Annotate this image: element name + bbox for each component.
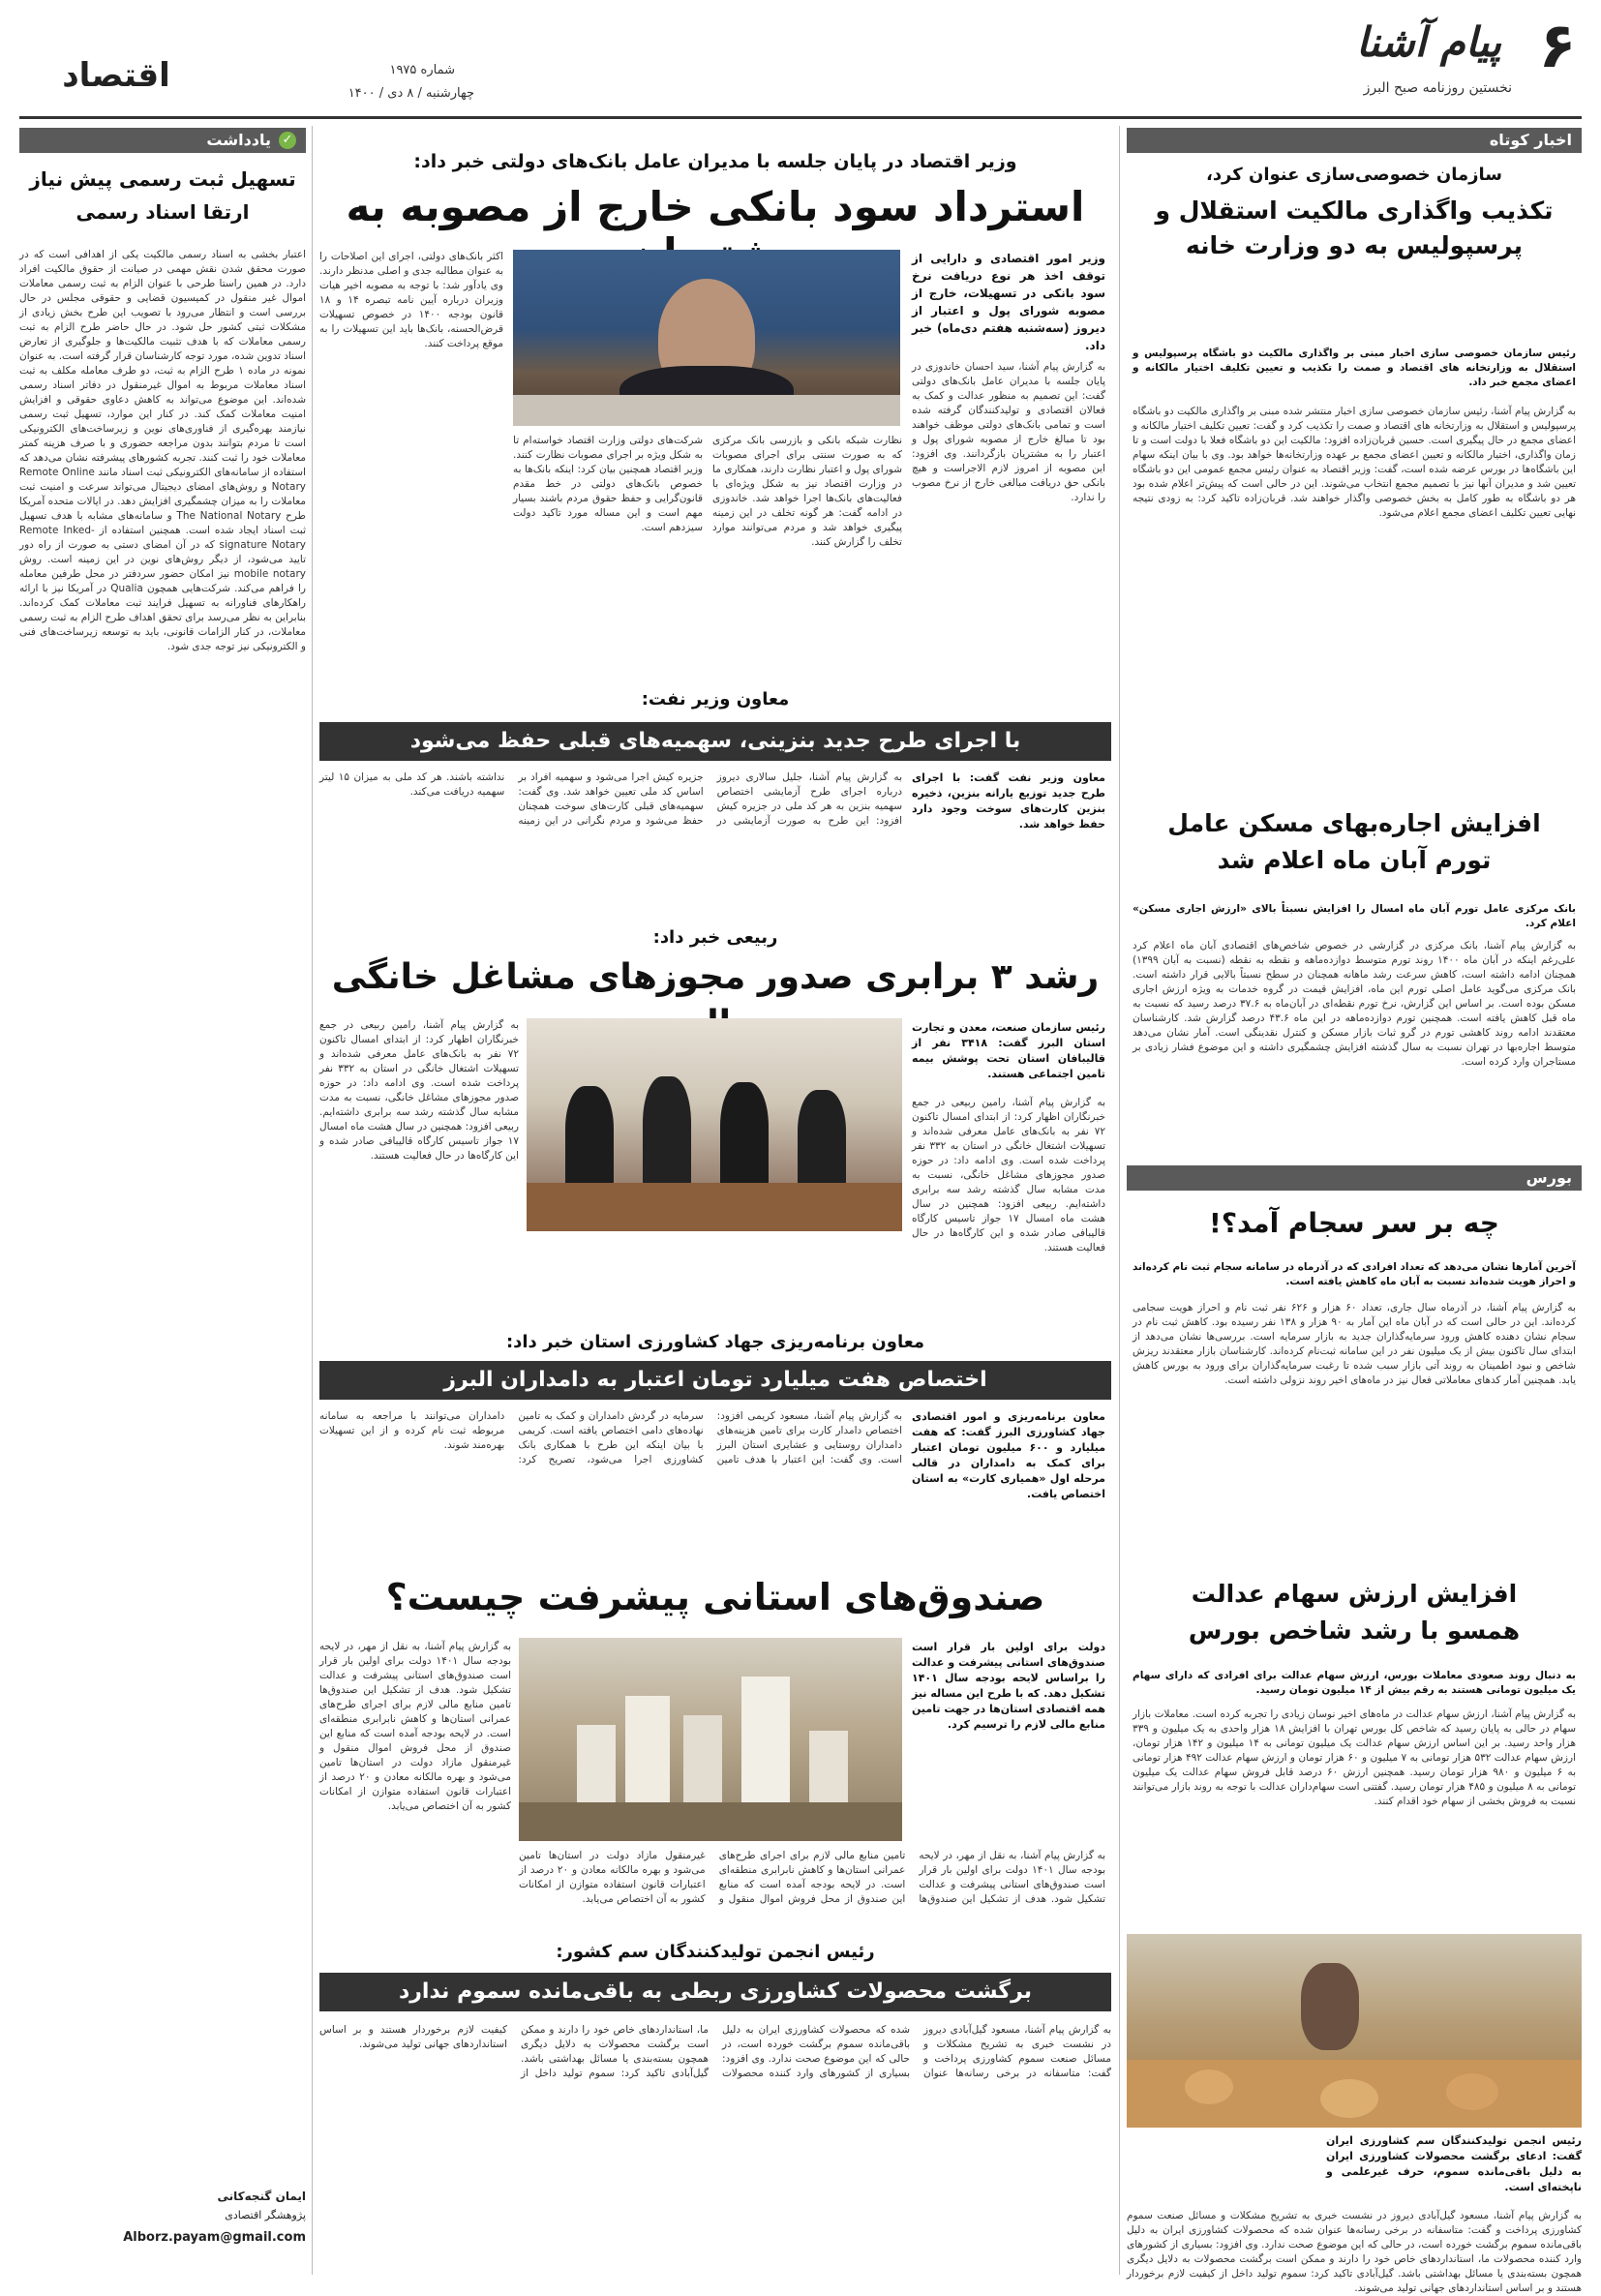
story-sejam (1127, 1196, 1582, 1603)
pesticide-story (319, 1934, 1582, 2294)
tagline: نخستین روزنامه صبح البرز (1363, 80, 1512, 96)
story-body: به گزارش پیام آشنا، در آذرماه سال جاری، تعداد ۶۰ هزار و ۶۲۶ نفر ثبت نام و احراز هویت سجامی کرده‌اند. این در حالی است که در آبان ماه این آمار به ۹۰ هزار و ۱۳۸ نفر رسیده بود. کاهش ثبت نام در سجام نشان دهنده کاهش ورود سرمایه‌گذاران جدید به بازار سرمایه است. بررسی‌ها نشان می‌دهد از ابتدای سال تاکنون بیش از یک میلیون نفر در این سامانه ثبت‌نام کرده‌اند. کارشناسان بازار معتقدند ریزش شاخص و نبود اطمینان به روند آتی بازار سبب شده تا رغبت سرمایه‌گذاران برای ورود به بورس کاهش یابد. همچنین آمار کدهای معاملاتی فعال نیز در ماه‌های اخیر روند نزولی داشته است. (1133, 1302, 1576, 1386)
story-headline: افزایش اجاره‌بهای مسکن عامل تورم آبان ماه اعلام شد (1167, 809, 1541, 874)
story-privatization (1127, 157, 1582, 767)
story-kicker: ربیعی خبر داد: (652, 927, 778, 948)
story-body: به گزارش پیام آشنا، مسعود کریمی افزود: اختصاص دامدار کارت برای تامین هزینه‌های دامداران روستایی و عشایری استان البرز است. وی گفت: این اعتبار با هدف تامین سرمایه در گردش دامداران و کمک به تامین نهاده‌های دامی اختصاص یافته است. کریمی با بیان اینکه این طرح با همکاری بانک کشاورزی اجرا می‌شود، تصریح کرد: دامداران می‌توانند با مراجعه به سامانه مربوطه ثبت نام کرده و از این تسهیلات بهره‌مند شوند. (319, 1410, 902, 1465)
story-lead: وزیر امور اقتصادی و دارایی از توقف اخذ هر نوع دریافت نرخ سود بانکی در تسهیلات، خارج از مصوبه شورای پول و اعتبار از دیروز (سه‌شنبه هفتم دی‌ماه) خبر داد. (912, 252, 1105, 352)
story-headline: برگشت محصولات کشاورزی ربطی به باقی‌مانده سموم ندارد (319, 1973, 1111, 2011)
story-headline: چه بر سر سجام آمد؟! (1209, 1207, 1499, 1239)
masthead (0, 0, 1601, 114)
story-kicker: معاون برنامه‌ریزی جهاد کشاورزی استان خبر داد: (505, 1332, 925, 1352)
section-title: اقتصاد (62, 56, 170, 95)
left-column (19, 128, 306, 2267)
story-body: به گزارش پیام آشنا، به نقل از مهر، در لایحه بودجه سال ۱۴۰۱ دولت برای اولین بار قرار است صندوق‌های استانی پیشرفت و عدالت تشکیل شود. هدف از تشکیل این صندوق‌ها تامین منابع مالی لازم برای اجرای طرح‌های عمرانی استان‌ها و کاهش نابرابری منطقه‌ای است. در لایحه بودجه آمده است که منابع این صندوق از محل فروش اموال منقول و غیرمنقول مازاد دولت در استان‌ها تامین می‌شود و بهره مالکانه معادن و ۲۰ درصد از اعتبارات قانون استفاده متوازن از امکانات کشور به آن اختصاص می‌یابد. (319, 1641, 511, 1812)
story-body: به گزارش پیام آشنا، رئیس سازمان خصوصی سازی اخبار منتشر شده مبنی بر واگذاری مالکیت دو باشگاه پرسپولیس و استقلال به وزارتخانه های اقتصاد و صمت را تکذیب کرد و گفت: تعیین تکلیف اختیار مالکانه و اعضای مجمع در حال پیگیری است. حسین قربان‌زاده افزود: مالکیت این دو باشگاه فعلا با دولت است و تا زمان واگذاری، اختیار مالکانه و تعیین اعضای مجمع بر عهده وزارتخانه‌ها خواهد بود. وی با بیان اینکه سهام این باشگاه‌ها در بورس عرضه شده است، گفت: وزیر اقتصاد به عنوان رئیس مجمع عمومی این دو باشگاه تعیین شد و مدیران آنها نیز با تصمیم مجمع انتخاب می‌شوند. این در حالی است که پیش‌تر اعلام شده بود هر دو باشگاه به طور کامل به بخش خصوصی واگذار خواهند شد. قربان‌زاده تاکید کرد: به زودی نتیجه نهایی تعیین تکلیف اعضای مجمع اعلام می‌شود. (1133, 406, 1576, 519)
home-business-story (319, 918, 1111, 1324)
story-lead: رئیس انجمن تولیدکنندگان سم کشاورزی ایران گفت: ادعای برگشت محصولات کشاورزی ایران به دلیل باقی‌مانده سموم، حرف غیرعلمی و ناپخته‌ای است. (1326, 2134, 1582, 2193)
story-body-2: به گزارش پیام آشنا، مسعود گیل‌آبادی دیروز در نشست خبری به تشریح مشکلات و مسائل صنعت سموم کشاورزی پرداخت و گفت: متاسفانه در برخی رسانه‌ها عنوان شده که محصولات کشاورزی ایران به دلیل باقی‌مانده سموم برگشت خورده است، در حالی که این موضوع صحت ندارد. وی افزود: بسیاری از کشورهای وارد کننده محصولات ما، استانداردهای خاص خود را دارند و ممکن است برگشت محصولات به دلایل دیگری همچون بسته‌بندی یا مسائل بهداشتی باشد. گیل‌آبادی تاکید کرد: سموم تولید داخل از کیفیت لازم برخوردار هستند و بر اساس استانداردهای جهانی تولید می‌شوند. (1127, 2210, 1582, 2294)
author-name: ایمان گنجه‌کانی (217, 2190, 306, 2203)
note-title: تسهیل ثبت رسمی پیش نیاز ارتقا اسناد رسمی (29, 167, 296, 224)
author-role: پژوهشگر اقتصادی (225, 2209, 306, 2221)
story-lead: آخرین آمارها نشان می‌دهد که تعداد افرادی که در آذرماه در سامانه سجام ثبت نام کرده‌اند و احراز هویت شده‌اند نسبت به آبان ماه کاهش یافته است. (1133, 1261, 1576, 1287)
story-body-2: به گزارش پیام آشنا، به نقل از مهر، در لایحه بودجه سال ۱۴۰۱ دولت برای اولین بار قرار است صندوق‌های استانی پیشرفت و عدالت تشکیل شود. هدف از تشکیل این صندوق‌ها تامین منابع مالی لازم برای اجرای طرح‌های عمرانی استان‌ها و کاهش نابرابری منطقه‌ای است. در لایحه بودجه آمده است که منابع این صندوق از محل فروش اموال منقول و غیرمنقول مازاد دولت در استان‌ها تامین می‌شود و بهره مالکانه معادن و ۲۰ درصد از اعتبارات قانون استفاده متوازن از امکانات کشور به آن اختصاص می‌یابد. (519, 1850, 1105, 1905)
fuel-story (319, 683, 1111, 916)
story-headline: رشد ۳ برابری صدور مجوزهای مشاغل خانگی (331, 957, 1100, 997)
story-body-2: به گزارش پیام آشنا، رامین ربیعی در جمع خبرنگاران اظهار کرد: از ابتدای امسال تاکنون ۷۲ نفر به بانک‌های عامل معرفی شده‌اند و تسهیلات اشتغال خانگی در استان به ۳۳۲ نفر پرداخت شده است. وی ادامه داد: در حوزه صدور مجوزهای مشاغل خانگی، نسبت به مدت مشابه سال گذشته رشد سه برابری داشته‌ایم. ربیعی افزود: همچنین در سال هشت ماه امسال ۱۷ جواز تاسیس کارگاه قالیبافی صادر شده و این کارگاه‌ها در حال فعالیت هستند. (912, 1097, 1105, 1254)
livestock-story (319, 1328, 1111, 1560)
story-col-3: شرکت‌های دولتی وزارت اقتصاد خواسته‌ام تا به شکل ویژه بر اجرای مصوبات نظارت کنند. وزیر اقتصاد همچنین بیان کرد: اینکه بانک‌ها به خصوص بانک‌های دولتی در خط مقدم قانون‌گرایی و حفظ حقوق مردم باشند بسیار مهم است و این مساله مورد تاکید دولت سیزدهم است. (513, 435, 703, 533)
issue-number: شماره ۱۹۷۵ (389, 63, 455, 77)
minister-photo (513, 250, 900, 426)
potato-harvest-photo (1127, 1934, 1582, 2128)
note-tag (19, 128, 306, 153)
issue-date: چهارشنبه / ۸ دی / ۱۴۰۰ (347, 86, 474, 101)
story-lead: بانک مرکزی عامل تورم آبان ماه امسال را افزایش نسبتاً بالای «ارزش اجاری مسکن» اعلام کرد. (1133, 903, 1576, 929)
story-lead: معاون وزیر نفت گفت: با اجرای طرح جدید توزیع یارانه بنزین، ذخیره بنزین کارت‌های سوخت وجود دارد حفظ خواهد شد. (912, 771, 1105, 831)
separator-left (312, 126, 313, 2275)
story-col-1: به گزارش پیام آشنا، سید احسان خاندوزی در پایان جلسه با مدیران عامل بانک‌های دولتی گفت: این تصمیم به منظور عدالت و کمک به فعالان اقتصادی و تولیدکنندگان گرفته شده است و تمامی بانک‌های دولتی موظف خواهند بود تا مبالغ خارج از مصوبه شورای پول و اعتبار را به مشتریان بازگردانند. وی افزود: این مصوبه از امروز لازم الاجراست و هیچ بانکی حق دریافت مبالغی خارج از نرخ مصوب را ندارد. (912, 361, 1105, 503)
masthead-rule (19, 116, 1582, 119)
story-lead: رئیس سازمان صنعت، معدن و تجارت استان البرز گفت: ۳۴۱۸ نفر از قالیبافان استان تحت پوشش بیمه تامین اجتماعی هستند. (912, 1021, 1106, 1080)
story-headline: اختصاص هفت میلیارد تومان اعتبار به دامداران البرز (319, 1361, 1111, 1400)
carpet-workshop-photo (527, 1018, 902, 1231)
story-lead: به دنبال روند صعودی معاملات بورس، ارزش سهام عدالت برای افرادی که دارای سهام یک میلیون تومانی هستند به رقم بیش از ۱۴ میلیون تومان رسید. (1133, 1670, 1576, 1696)
story-headline: افزایش ارزش سهام عدالت همسو با رشد شاخص بورس (1188, 1580, 1521, 1645)
story-lead: رئیس سازمان خصوصی سازی اخبار مبنی بر واگذاری مالکیت دو باشگاه پرسپولیس و استقلال به وزارتخانه های اقتصاد و صمت را تکذیب و تعیین تکلیف اختیار مالکانه و اعضای مجمع خبر داد. (1133, 347, 1576, 388)
story-lead: دولت برای اولین بار قرار است صندوق‌های استانی پیشرفت و عدالت را براساس لایحه بودجه سال ۱۴۰۱ تشکیل دهد. که با طرح این مساله نیز همه اقتصادی استان‌ها در جهت تامین منابع مالی لازم را ترسیم کرد. (912, 1641, 1105, 1731)
story-headline: صندوق‌های استانی پیشرفت چیست؟ (385, 1576, 1045, 1618)
story-col-4: اکثر بانک‌های دولتی، اجرای این اصلاحات را به عنوان مطالبه جدی و اصلی مدنظر دارند. وی یادآور شد: با توجه به مصوبه اخیر هیات وزیران درباره آیین نامه تبصره ۱۴ و ۱۸ قانون بودجه ۱۴۰۰ در خصوص تسهیلات قرض‌الحسنه، بانک‌ها باید این تسهیلات را به موقع پرداخت کنند. (319, 251, 503, 349)
story-col-2: نظارت شبکه بانکی و بازرسی بانک مرکزی که به صورت سنتی برای اجرای مصوبات شورای پول و اعتبار نظارت دارند، همکاری ما در وزارت اقتصاد نیز به شکل ویژه‌ای با فعالیت‌های بانک‌ها اجرا خواهد شد. خاندوزی در ادامه گفت: هر گونه تخلف در این زمینه پیگیری خواهد شد و مردم می‌توانند موارد تخلف را گزارش کنند. (712, 435, 902, 548)
bourse-tag: بورس (1127, 1165, 1582, 1191)
story-body: به گزارش پیام آشنا، جلیل سالاری دیروز درباره اجرای طرح آزمایشی اختصاص سهمیه بنزین به هر کد ملی در جزیره کیش افزود: این طرح به صورت آزمایشی در جزیره کیش اجرا می‌شود و سهمیه افراد بر اساس کد ملی تعیین خواهد شد. وی گفت: سهمیه‌های قبلی کارت‌های سوخت همچنان حفظ می‌شود و مردم نگرانی در این زمینه نداشته باشند. هر کد ملی به میزان ۱۵ لیتر سهمیه دریافت می‌کند. (319, 771, 902, 827)
page-number: ۶ (1538, 11, 1577, 82)
city-photo (519, 1638, 902, 1841)
short-news-tag: اخبار کوتاه (1127, 128, 1582, 153)
story-body: به گزارش پیام آشنا، مسعود گیل‌آبادی دیروز در نشست خبری به تشریح مشکلات و مسائل صنعت سموم کشاورزی پرداخت و گفت: متاسفانه در برخی رسانه‌ها عنوان شده که محصولات کشاورزی ایران به دلیل باقی‌مانده سموم برگشت خورده است، در حالی که این موضوع صحت ندارد. وی افزود: بسیاری از کشورهای وارد کننده محصولات ما، استانداردهای خاص خود را دارند و ممکن است برگشت محصولات به دلایل دیگری همچون بسته‌بندی یا مسائل بهداشتی باشد. گیل‌آبادی تاکید کرد: سموم تولید داخل از کیفیت لازم برخوردار هستند و بر اساس استانداردهای جهانی تولید می‌شوند. (319, 2024, 1111, 2079)
story-headline: تکذیب واگذاری مالکیت استقلال و پرسپولیس به دو وزارت خانه (1155, 196, 1554, 259)
note-tag-label: یادداشت (206, 131, 271, 149)
story-kicker: رئیس انجمن تولیدکنندگان سم کشور: (556, 1942, 875, 1962)
story-kicker: وزیر اقتصاد در پایان جلسه با مدیران عامل بانک‌های دولتی خبر داد: (413, 151, 1017, 172)
story-body: به گزارش پیام آشنا، ارزش سهام عدالت در ماه‌های اخیر نوسان زیادی را تجربه کرده است. معاملات بازار سهام در حالی به پایان رسید که شاخص کل بورس تهران با افزایش ۱۸ هزار واحدی به یک میلیون و ۳۳۹ هزار واحد رسید. بر این اساس ارزش سهام عدالت یک میلیون تومانی به ۱۴ میلیون و ۱۴۲ هزار تومان، ارزش سهام عدالت ۵۳۲ هزار تومانی به ۷ میلیون و ۶۰ هزار تومان و ارزش سهام عدالت ۴۹۲ هزار تومانی به ۶ میلیون و ۹۸۰ هزار تومان رسید. همچنین ارزش ۶۰ درصد قابل فروش سهام عدالت یک میلیون تومانی به ۸ میلیون و ۴۸۵ هزار تومان رسید. گفتنی است سهام‌داران عدالت با توجه به روند بازار می‌توانند نسبت به فروش بخشی از سهام خود اقدام کنند. (1133, 1708, 1577, 1807)
logo: پیام آشنا (1355, 18, 1502, 66)
story-body: به گزارش پیام آشنا، رامین ربیعی در جمع خبرنگاران اظهار کرد: از ابتدای امسال تاکنون ۷۲ نفر به بانک‌های عامل معرفی شده‌اند و تسهیلات اشتغال خانگی در استان به ۳۳۲ نفر پرداخت شده است. وی ادامه داد: در حوزه صدور مجوزهای مشاغل خانگی، نسبت به مدت مشابه سال گذشته رشد سه برابری داشته‌ایم. ربیعی افزود: همچنین در سال هشت ماه امسال ۱۷ جواز تاسیس کارگاه قالیبافی صادر شده و این کارگاه‌ها در حال فعالیت هستند. (319, 1019, 519, 1162)
lead-story (319, 128, 1111, 699)
note-body: اعتبار بخشی به اسناد رسمی مالکیت یکی از اهدافی است که در صورت محقق شدن نقش مهمی در صیانت از حقوق مالکیت افراد دارد. در همین راستا طرحی با عنوان الزام به ثبت رسمی معاملات اموال غیر منقول در کمیسیون قضایی و حقوقی مجلس در حال بررسی است و انتظار می‌رود با تصویب این طرح بخش زیادی از مشکلات ثبتی کشور حل شود. در حال حاضر طرح الزام به ثبت رسمی معاملات که با هدف تثبیت مالکیت‌ها و جلوگیری از تعارض اسناد تدوین شده، مورد توجه کارشناسان قرار گرفته است. به عنوان نمونه در ماده ۱ طرح الزام به ثبت، دو طرف معامله مکلف به ثبت اسناد معاملات مربوط به اموال غیرمنقول در دفاتر اسناد رسمی شده‌اند. این موضوع می‌تواند به کاهش دعاوی حقوقی و افزایش امنیت معاملات کمک کند. در کنار این موارد، تسهیل ثبت رسمی نیازمند بهره‌گیری از فناوری‌های نوین و زیرساخت‌های الکترونیکی است تا مردم بتوانند بدون مراجعه حضوری و با صرف هزینه کمتر معاملات خود را ثبت کنند. تجربه کشورهای پیشرفته نشان می‌دهد که استفاده از سامانه‌های الکترونیکی ثبت اسناد مانند Remote Online Notary و روش‌های امضای دیجیتال می‌تواند سرعت و امنیت ثبت معاملات را به میزان چشمگیری افزایش دهد. در ایالات متحده آمریکا طرح The National Notary و سامانه‌های مشابه با هدف تسهیل ثبت اسناد ایجاد شده است. همچنین استفاده از Remote Inked-signature Notary که در آن امضای دستی به صورت از راه دور تایید می‌شود، از دیگر روش‌های نوین در این زمینه است. روش mobile notary نیز امکان حضور سردفتر در محل طرفین معامله را فراهم می‌کند. شرکت‌هایی همچون Qualia در آمریکا نیز با ارائه راهکارهای فناورانه به تسهیل فرایند ثبت معاملات کمک کرده‌اند. بنابراین به نظر می‌رسد برای تحقق اهداف طرح الزام به ثبت رسمی معاملات، در کنار الزامات قانونی، باید به توسعه زیرساخت‌های فنی و الکترونیکی نیز توجه جدی شود. (19, 249, 306, 652)
check-icon: ✓ (279, 132, 296, 149)
story-lead: معاون برنامه‌ریزی و امور اقتصادی جهاد کشاورزی البرز گفت: که هفت میلیارد و ۶۰۰ میلیون تومان اعتبار برای کمک به دامداران در قالب مرحله اول «همیاری کارت» به استان اختصاص یافت. (912, 1410, 1106, 1500)
story-body: به گزارش پیام آشنا، بانک مرکزی در گزارشی در خصوص شاخص‌های اقتصادی آبان ماه اعلام کرد علی‌رغم اینکه در آبان ماه ۱۴۰۰ روند تورم متوسط دوازده‌ماهه و نقطه به نقطه (نسبت به آبان ۱۳۹۹) همچنان ادامه داشته است، کاهش سرعت رشد ماهانه همچنان در سطح نسبتاً بالایی قرار داشته است. بانک مرکزی می‌گوید عامل اصلی تورم این ماه، افزایش قیمت در گروه خدمات به ویژه ارزش اجاری مسکن بوده است. بر اساس این گزارش، نرخ تورم نقطه‌ای در آبان‌ماه به ۳۷.۶ درصد رسید که نسبت به ماه قبل کاهش یافته است. همچنین تورم دوازده‌ماهه در این ماه ۴۳.۶ درصد گزارش شد. کارشناسان معتقدند ادامه روند کاهشی تورم در گرو ثبات بازار مسکن و کنترل نقدینگی است. آمار نشان می‌دهد متوسط اجاره‌بها در تهران نسبت به سال گذشته افزایش چشمگیری داشته و این موضوع فشار زیادی بر مستاجران وارد کرده است. (1133, 940, 1576, 1068)
story-kicker: سازمان خصوصی‌سازی عنوان کرد، (1205, 165, 1502, 185)
story-headline: استرداد سود بانکی خارج از مصوبه به (346, 183, 1085, 230)
contact-email[interactable]: Alborz.payam@gmail.com (123, 2230, 306, 2245)
funds-story (319, 1562, 1111, 1930)
story-kicker: معاون وزیر نفت: (641, 689, 790, 710)
story-headline: با اجرای طرح جدید بنزینی، سهمیه‌های قبلی حفظ می‌شود (319, 722, 1111, 761)
